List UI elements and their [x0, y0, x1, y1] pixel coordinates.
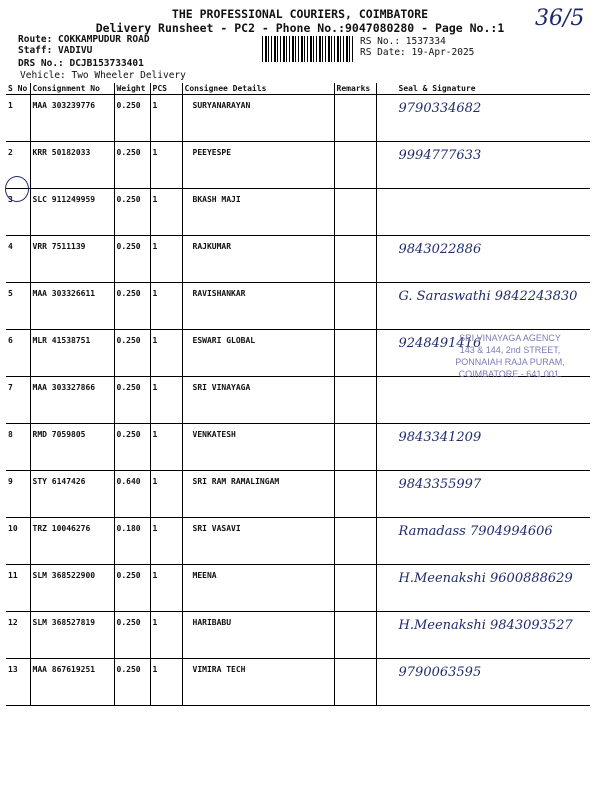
consignee-cell [182, 471, 334, 518]
sno-cell: 6 [6, 330, 30, 377]
remarks-cell [334, 377, 376, 424]
pcs-cell: 1 [150, 471, 182, 518]
table-row [6, 142, 590, 189]
consignment-cell: SLM 368527819 [30, 612, 114, 659]
consignment-cell: MAA 303239776 [30, 95, 114, 142]
signature-cell [376, 471, 590, 518]
consignee-name: SURYANARAYAN [192, 101, 251, 110]
consignee-cell [182, 612, 334, 659]
consignee-name: SRI RAM RAMALINGAM [192, 477, 280, 486]
weight-cell: 0.250 [114, 659, 150, 706]
consignment-cell: MAA 867619251 [30, 659, 114, 706]
remarks-cell [334, 424, 376, 471]
table-header-row [6, 83, 590, 95]
weight-cell: 0.250 [114, 424, 150, 471]
consignee-cell [182, 659, 334, 706]
remarks-cell [334, 612, 376, 659]
remarks-cell [334, 95, 376, 142]
route-label: Route: COKKAMPUDUR ROAD [18, 34, 150, 45]
consignment-cell: SLC 911249959 [30, 189, 114, 236]
pcs-cell: 1 [150, 518, 182, 565]
agency-stamp [430, 332, 590, 380]
consignee-cell [182, 330, 334, 377]
runsheet-title: Delivery Runsheet - PC2 - Phone No.:9047080280 - Page No.:1 [95, 21, 505, 35]
consignee-name: HARIBABU [192, 618, 232, 627]
col-consignment: Consignment No [30, 83, 114, 95]
consignment-cell: STY 6147426 [30, 471, 114, 518]
remarks-cell [334, 518, 376, 565]
consignee-name: PEEYESPE [192, 148, 232, 157]
consignee-name: VENKATESH [192, 430, 236, 439]
drs-label: DRS No.: DCJB153733401 [18, 58, 144, 69]
consignee-cell [182, 377, 334, 424]
consignee-name: BKASH MAJI [192, 195, 241, 204]
table-row [6, 283, 590, 330]
table-row [6, 95, 590, 142]
signature-cell [376, 95, 590, 142]
table-row [6, 377, 590, 424]
weight-cell: 0.250 [114, 236, 150, 283]
sno-cell: 2 [6, 142, 30, 189]
handwritten-signature: H.Meenakshi 9843093527 [398, 618, 573, 633]
remarks-cell [334, 189, 376, 236]
rs-number: RS No.: 1537334 [360, 36, 446, 47]
col-weight: Weight [114, 83, 150, 95]
remarks-cell [334, 236, 376, 283]
pcs-cell: 1 [150, 283, 182, 330]
signature-cell [376, 236, 590, 283]
sno-cell: 4 [6, 236, 30, 283]
consignee-cell [182, 236, 334, 283]
pcs-cell: 1 [150, 565, 182, 612]
runsheet-table [6, 83, 590, 706]
signature-cell [376, 377, 590, 424]
handwritten-page-count: 36/5 [535, 6, 585, 31]
col-signature: Seal & Signature [376, 83, 590, 95]
consignee-name: RAVISHANKAR [192, 289, 246, 298]
weight-cell: 0.250 [114, 142, 150, 189]
staff-label: Staff: VADIVU [18, 45, 93, 56]
handwritten-signature: G. Saraswathi 9842243830 [398, 289, 578, 304]
pcs-cell: 1 [150, 377, 182, 424]
weight-cell: 0.250 [114, 189, 150, 236]
remarks-cell [334, 142, 376, 189]
consignee-cell [182, 518, 334, 565]
weight-cell: 0.250 [114, 565, 150, 612]
table-row [6, 612, 590, 659]
sno-cell: 7 [6, 377, 30, 424]
consignee-name: ESWARI GLOBAL [192, 336, 256, 345]
stamp-line: 143 & 144, 2nd STREET, [459, 345, 561, 355]
col-consignee: Consignee Details [182, 83, 334, 95]
consignment-cell: SLM 368522900 [30, 565, 114, 612]
consignment-cell: MLR 41538751 [30, 330, 114, 377]
consignment-cell: TRZ 10046276 [30, 518, 114, 565]
pcs-cell: 1 [150, 424, 182, 471]
handwritten-signature: 9843341209 [398, 430, 482, 445]
signature-cell [376, 659, 590, 706]
stamp-line: COIMBATORE - 641 001. [458, 369, 562, 379]
sno-cell: 13 [6, 659, 30, 706]
consignee-cell [182, 142, 334, 189]
consignee-cell [182, 95, 334, 142]
consignment-cell: MAA 303327866 [30, 377, 114, 424]
remarks-cell [334, 283, 376, 330]
pcs-cell: 1 [150, 189, 182, 236]
col-remarks: Remarks [334, 83, 376, 95]
handwritten-signature: 9248491416 [398, 336, 482, 351]
sno-cell: 11 [6, 565, 30, 612]
stamp-line: SRI VINAYAGA AGENCY [459, 333, 561, 343]
remarks-cell [334, 565, 376, 612]
col-pcs: PCS [150, 83, 182, 95]
signature-cell [376, 424, 590, 471]
sno-cell: 9 [6, 471, 30, 518]
remarks-cell [334, 471, 376, 518]
consignee-cell [182, 283, 334, 330]
table-row [6, 424, 590, 471]
signature-cell [376, 612, 590, 659]
signature-cell [376, 518, 590, 565]
pcs-cell: 1 [150, 612, 182, 659]
vehicle-label: Vehicle: Two Wheeler Delivery [20, 70, 186, 81]
weight-cell: 0.250 [114, 95, 150, 142]
pcs-cell: 1 [150, 142, 182, 189]
consignee-cell [182, 565, 334, 612]
handwritten-signature: 9994777633 [398, 148, 482, 163]
table-row [6, 471, 590, 518]
handwritten-signature: 9843355997 [398, 477, 482, 492]
consignee-cell [182, 189, 334, 236]
consignment-cell: VRR 7511139 [30, 236, 114, 283]
consignee-cell [182, 424, 334, 471]
sno-cell: 8 [6, 424, 30, 471]
sno-cell: 3 [6, 189, 30, 236]
signature-cell [376, 283, 590, 330]
table-row [6, 659, 590, 706]
weight-cell: 0.250 [114, 612, 150, 659]
table-row [6, 189, 590, 236]
sno-cell: 10 [6, 518, 30, 565]
consignee-name: MEENA [192, 571, 217, 580]
handwritten-signature [379, 383, 399, 398]
weight-cell: 0.180 [114, 518, 150, 565]
handwritten-signature [379, 195, 399, 210]
barcode [262, 36, 354, 62]
handwritten-signature: 9843022886 [398, 242, 482, 257]
pcs-cell: 1 [150, 236, 182, 283]
consignee-name: RAJKUMAR [192, 242, 232, 251]
handwritten-signature: 9790063595 [398, 665, 482, 680]
remarks-cell [334, 330, 376, 377]
handwritten-signature: 9790334682 [398, 101, 482, 116]
weight-cell: 0.250 [114, 377, 150, 424]
pcs-cell: 1 [150, 330, 182, 377]
consignment-cell: RMD 7059805 [30, 424, 114, 471]
consignee-name: SRI VINAYAGA [192, 383, 251, 392]
rs-date: RS Date: 19-Apr-2025 [360, 47, 475, 58]
sno-cell: 5 [6, 283, 30, 330]
consignee-name: SRI VASAVI [192, 524, 241, 533]
pcs-cell: 1 [150, 95, 182, 142]
sno-cell: 12 [6, 612, 30, 659]
weight-cell: 0.250 [114, 330, 150, 377]
consignment-cell: MAA 303326611 [30, 283, 114, 330]
stamp-line: PONNAIAH RAJA PURAM, [455, 357, 565, 367]
pcs-cell: 1 [150, 659, 182, 706]
weight-cell: 0.250 [114, 283, 150, 330]
sno-cell: 1 [6, 95, 30, 142]
signature-cell [376, 142, 590, 189]
col-sno: S No [6, 83, 30, 95]
consignment-cell: KRR 50182033 [30, 142, 114, 189]
table-row [6, 565, 590, 612]
handwritten-signature: Ramadass 7904994606 [398, 524, 553, 539]
table-row [6, 518, 590, 565]
company-title: THE PROFESSIONAL COURIERS, COIMBATORE [171, 7, 429, 21]
weight-cell: 0.640 [114, 471, 150, 518]
handwritten-signature: H.Meenakshi 9600888629 [398, 571, 573, 586]
circled-mark [5, 176, 29, 202]
consignee-name: VIMIRA TECH [192, 665, 246, 674]
remarks-cell [334, 659, 376, 706]
table-row [6, 236, 590, 283]
signature-cell [376, 565, 590, 612]
signature-cell [376, 189, 590, 236]
